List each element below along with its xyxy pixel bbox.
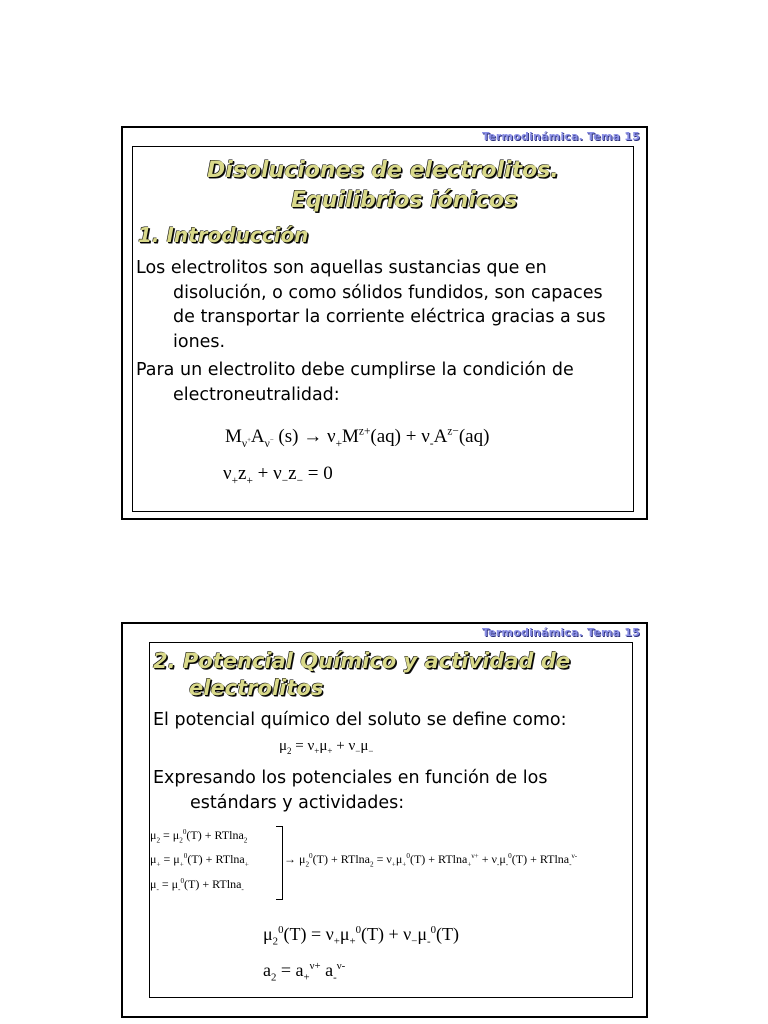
system-line-plus: $\mu_+ = \mu_+^0(T) + RTlna_+$	[150, 852, 249, 869]
dissociation-equation: $M_{\nu^+}A_{\nu^-}$ $(s) \to \nu_+M^{z+}(aq) + \nu_-A^{z-}(aq)$	[225, 425, 490, 450]
slide-title-line1: Disoluciones de electrolitos.	[207, 158, 559, 183]
course-header: Termodinámica. Tema 15	[482, 626, 640, 639]
section-heading: 1. Introducción	[138, 223, 309, 247]
paragraph-electrolitos: Los electrolitos son aquellas sustancias que en disolución, o como sólidos fundidos, son capaces de transportar la corriente eléctrica gracias a sus iones.	[136, 258, 606, 352]
activity-equation: $a_2 = a_+^{\nu+}$ $a_-^{\nu-}$	[263, 960, 346, 984]
chem-potential-text: El potencial químico del soluto se define como:	[153, 710, 567, 730]
standard-potential-equation: $\mu_2^0(T) = \nu_+\mu_+^0(T) + \nu_-\mu_-^0(T)$	[263, 924, 460, 948]
system-bracket	[276, 826, 283, 900]
course-header: Termodinámica. Tema 15	[482, 130, 640, 143]
system-result: → $\mu_2^0(T) + RTlna_2 = \nu_+\mu_+^0(T) + RTlna_+^{\nu+} + \nu_-\mu_-^0(T) + RTlna_-^{\nu-}$	[284, 852, 578, 869]
slide-title-line2: electrolitos	[189, 676, 324, 700]
slide-title-line2: Equilibrios iónicos	[291, 188, 518, 213]
paragraph-standards: Expresando los potenciales en función de los estándars y actividades:	[153, 768, 548, 813]
slide-2	[121, 622, 648, 1018]
system-line-minus: $\mu_- = \mu_-^0(T) + RTlna_-$	[150, 877, 244, 894]
intro-text	[136, 256, 616, 407]
electroneutrality-equation: $\nu_+z_+ + \nu_-z_- = 0$	[223, 463, 333, 487]
slide-1	[121, 126, 648, 520]
system-line-2: $\mu_2 = \mu_2^0(T) + RTlna_2$	[150, 828, 248, 845]
mu2-definition: $\mu_2 = \nu_+\mu_+ + \nu_-\mu_-$	[279, 738, 374, 756]
paragraph-electroneutralidad: Para un electrolito debe cumplirse la condición de electroneutralidad:	[136, 360, 574, 405]
expression-text	[153, 766, 623, 815]
slide-title-line1: 2. Potencial Químico y actividad de	[153, 649, 571, 673]
